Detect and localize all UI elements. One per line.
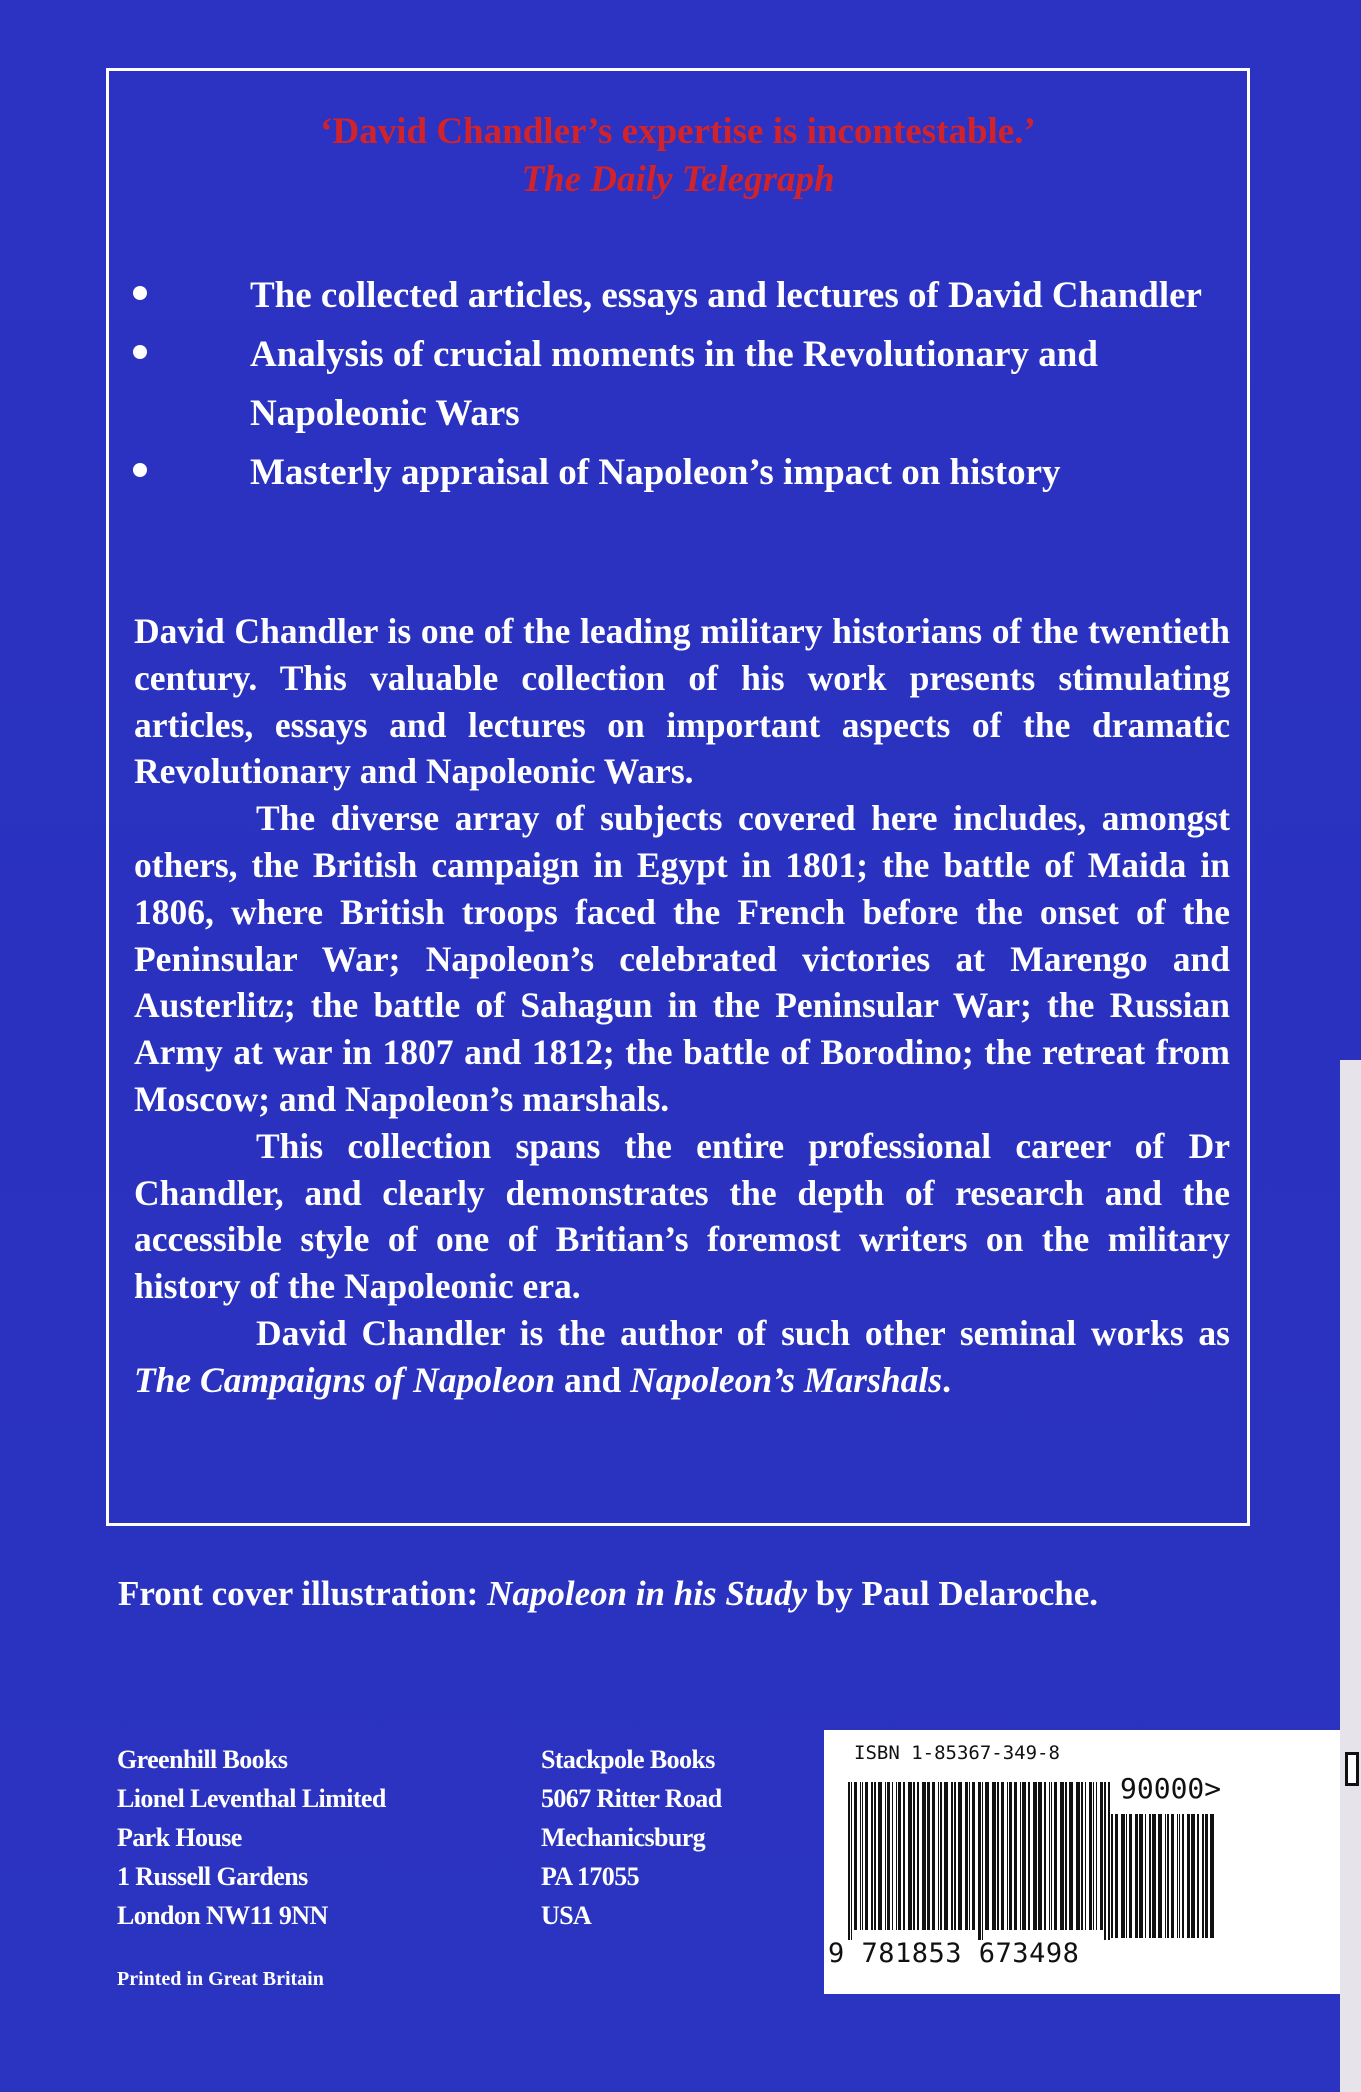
address-line: Mechanicsburg [541, 1823, 706, 1852]
barcode-bar [1007, 1782, 1008, 1930]
barcode-bar [1093, 1782, 1094, 1930]
barcode-bar [1149, 1814, 1151, 1938]
barcode-bar [1014, 1782, 1017, 1930]
barcode-bar [1197, 1814, 1199, 1938]
review-quote [106, 108, 1250, 204]
credit-text: Front cover illustration: [118, 1574, 488, 1613]
barcode-bar [927, 1782, 930, 1930]
barcode-bar [1145, 1814, 1146, 1938]
barcode-bar [903, 1782, 905, 1930]
barcode-bar [1001, 1782, 1004, 1930]
barcode-bar [1069, 1782, 1073, 1930]
barcode-bar [1038, 1782, 1042, 1930]
barcode-bar [1100, 1782, 1103, 1930]
barcode-bar [1028, 1782, 1030, 1930]
publisher-address-uk [117, 1740, 386, 1935]
isbn-text: ISBN 1-85367-349-8 [854, 1742, 1060, 1764]
barcode-bar [1054, 1782, 1057, 1930]
barcode-bar [1177, 1814, 1178, 1938]
barcode-bar [1044, 1782, 1046, 1930]
blurb-paragraph: David Chandler is one of the leading military historians of the twentieth century. This valuable collection of his work presents stimulating articles, essays and lectures on important aspects of the dramatic Revolutionary and Napoleonic Wars. [134, 611, 1230, 792]
barcode-bar [1205, 1814, 1208, 1938]
book-title: Napoleon’s Marshals [630, 1359, 943, 1400]
bullet-text: Analysis of crucial moments in the Revolutionary and Napoleonic Wars [250, 334, 1098, 434]
address-line: London NW11 9NN [117, 1901, 328, 1930]
adjacent-book-edge [1340, 1060, 1361, 2092]
barcode-bar [1085, 1782, 1086, 1930]
barcode-bar [1049, 1782, 1050, 1930]
barcode-bar [932, 1782, 935, 1930]
bullet-dot-icon [133, 286, 147, 300]
barcode-bar [1089, 1782, 1092, 1930]
barcode-bar [913, 1782, 915, 1930]
barcode-bar [982, 1782, 983, 1940]
address-line: PA 17055 [541, 1862, 639, 1891]
quote-text: ‘David Chandler’s expertise is incontestable.’ [320, 111, 1036, 152]
bullet-dot-icon [133, 463, 147, 477]
barcode-bar [1129, 1814, 1132, 1938]
barcode-bar [1009, 1782, 1012, 1930]
blurb-text: David Chandler is the author of such other seminal works as [256, 1312, 1230, 1353]
barcode-bar [854, 1782, 857, 1930]
blurb-text: . [942, 1359, 951, 1400]
barcode-bar [1065, 1782, 1067, 1930]
barcode-bar [898, 1782, 901, 1930]
barcode-bar [1191, 1814, 1195, 1938]
barcode-bar [1111, 1814, 1113, 1938]
barcode-bar [1179, 1814, 1180, 1938]
barcode-bar [1171, 1814, 1174, 1938]
barcode-bar [940, 1782, 942, 1930]
barcode-bar [992, 1782, 996, 1930]
barcode-label [824, 1730, 1344, 1994]
barcode-bar [862, 1782, 863, 1930]
barcode-bar [1060, 1782, 1064, 1930]
barcode-bar [954, 1782, 956, 1930]
barcode-bar [938, 1782, 939, 1930]
book-title: The Campaigns of Napoleon [134, 1359, 556, 1400]
barcode-bar [1182, 1814, 1184, 1938]
barcode-bar [851, 1782, 852, 1940]
barcode-bar [958, 1782, 962, 1930]
address-line: USA [541, 1901, 592, 1930]
address-line: Park House [117, 1823, 242, 1852]
barcode-bar [1135, 1814, 1138, 1938]
barcode-bar [871, 1782, 873, 1930]
barcode-bar [978, 1782, 981, 1940]
address-line: Greenhill Books [117, 1745, 288, 1774]
blurb-paragraph: The diverse array of subjects covered here includes, amongst others, the British campaign in Egypt in 1801; the battle of Maida in 1806, where British troops faced the French before the onset of the Peninsular War; Napoleon’s celebrated victories at Marengo and Austerlitz; the battle of Sahagun in the Peninsular War; the Russian Army at war in 1807 and 1812; the battle of Borodino; the retreat from Moscow; and Napoleon’s marshals. [134, 798, 1230, 1119]
barcode-bar [1121, 1814, 1125, 1938]
barcode-bar [1115, 1814, 1118, 1938]
barcode-bar [892, 1782, 893, 1930]
address-line: 5067 Ritter Road [541, 1784, 722, 1813]
blurb-paragraph [134, 1310, 1230, 1404]
barcode-bar [908, 1782, 912, 1930]
price-code: 90000> [1120, 1772, 1222, 1805]
bullet-item [130, 325, 1230, 443]
barcode-bar [965, 1782, 968, 1930]
bullet-text: The collected articles, essays and lectures of David Chandler [250, 275, 1202, 316]
feature-bullet-list [130, 266, 1230, 502]
barcode-bar [885, 1782, 886, 1930]
cover-illustration-credit [118, 1572, 1258, 1616]
barcode-bar [997, 1782, 999, 1930]
barcode-bar [896, 1782, 897, 1930]
barcode-bar [1210, 1814, 1214, 1938]
blurb-text: and [555, 1359, 631, 1400]
barcode-bar [1033, 1782, 1037, 1930]
barcode-bar [1020, 1782, 1021, 1930]
bullet-dot-icon [133, 345, 147, 359]
bullet-item [130, 266, 1230, 325]
barcode-bar [1096, 1782, 1097, 1930]
barcode-bar [1167, 1814, 1169, 1938]
barcode-bar [917, 1782, 919, 1930]
printed-note: Printed in Great Britain [117, 1968, 324, 1990]
barcode-bar [1076, 1782, 1080, 1930]
barcode-bar [1139, 1814, 1143, 1938]
barcode-bar [1022, 1782, 1026, 1930]
barcode-bar [1108, 1814, 1110, 1938]
barcode-bar [878, 1782, 882, 1930]
barcode-bar [874, 1782, 876, 1930]
painting-title: Napoleon in his Study [487, 1574, 808, 1613]
barcode-bar [887, 1782, 890, 1930]
barcode-bar [1165, 1814, 1166, 1938]
quote-source: The Daily Telegraph [521, 159, 835, 200]
barcode-bar [944, 1782, 948, 1930]
address-line: 1 Russell Gardens [117, 1862, 308, 1891]
barcode-bar [1187, 1814, 1190, 1938]
barcode-bar [1126, 1814, 1127, 1938]
barcode-bar [860, 1782, 861, 1930]
address-line: Lionel Leventhal Limited [117, 1784, 386, 1813]
barcode-bar [951, 1782, 953, 1930]
barcode-bar [1081, 1782, 1083, 1930]
barcode-bar [865, 1782, 868, 1930]
addon-barcode-bars [1106, 1814, 1216, 1942]
barcode-bar [922, 1782, 926, 1930]
credit-text: by Paul Delaroche. [807, 1574, 1099, 1613]
barcode-bar [1152, 1814, 1156, 1938]
ean-digits: 9 781853 673498 [828, 1938, 1080, 1969]
blurb-paragraph: This collection spans the entire professional career of Dr Chandler, and clearly demonstrates the depth of research and the accessible style of one of Britian’s foremost writers on the military history of the Napoleonic era. [134, 1125, 1230, 1307]
barcode-bar [969, 1782, 970, 1930]
barcode-bar [1202, 1814, 1204, 1938]
barcode-bar [1051, 1782, 1052, 1930]
barcode-bar [1158, 1814, 1162, 1938]
publisher-address-us [541, 1740, 722, 1935]
ean-barcode-bars [846, 1782, 1116, 1942]
barcode-bar [985, 1782, 989, 1930]
blurb-body [134, 608, 1230, 1404]
barcode-bar [972, 1782, 975, 1930]
barcode-bar [848, 1782, 850, 1940]
bullet-item [130, 443, 1230, 502]
adjacent-label-mark [1345, 1752, 1359, 1786]
address-line: Stackpole Books [541, 1745, 715, 1774]
bullet-text: Masterly appraisal of Napoleon’s impact on history [250, 452, 1061, 493]
